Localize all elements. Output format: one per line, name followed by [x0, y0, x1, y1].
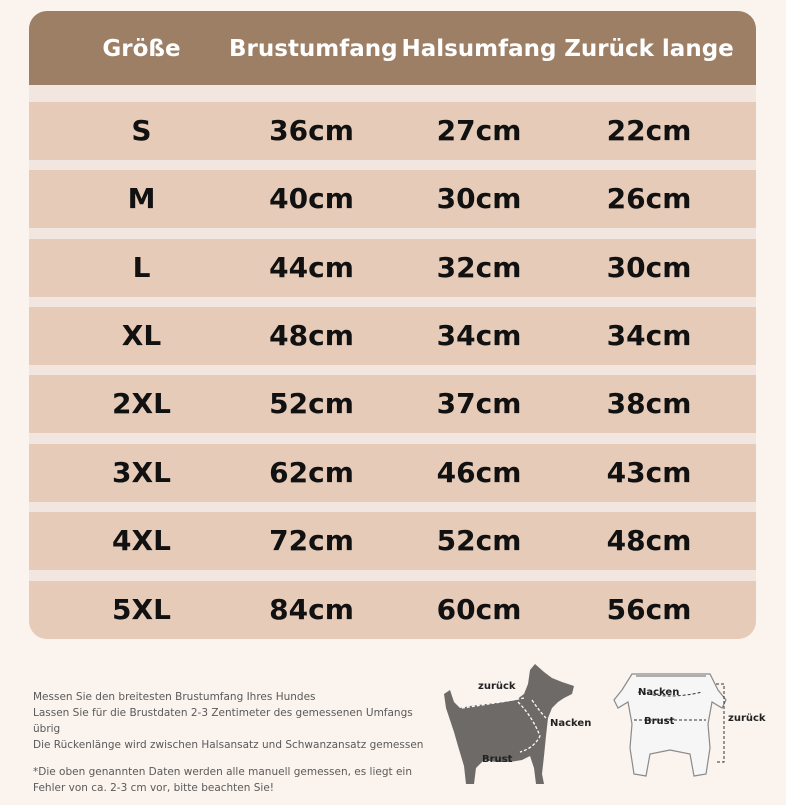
table-row: [29, 444, 756, 502]
header-size: Größe: [102, 36, 181, 62]
size-cell: 5XL: [112, 593, 171, 626]
shirt-chest-label: Brust: [644, 716, 675, 727]
neck-cell: 37cm: [436, 387, 522, 420]
table-row: [29, 512, 756, 570]
neck-cell: 60cm: [436, 593, 522, 626]
neck-cell: 27cm: [436, 114, 522, 147]
back-length-cell: 38cm: [606, 387, 692, 420]
note-line: *Die oben genannten Daten werden alle manuell gemessen, es liegt ein: [33, 766, 412, 778]
chest-cell: 40cm: [269, 182, 354, 215]
shirt-measurement-diagram: [598, 662, 778, 802]
chest-cell: 84cm: [269, 593, 354, 626]
back-length-cell: 48cm: [606, 524, 692, 557]
header-chest: Brustumfang: [229, 36, 398, 62]
table-header: [29, 11, 756, 85]
neck-cell: 30cm: [436, 182, 522, 215]
size-cell: M: [127, 182, 156, 215]
back-length-cell: 43cm: [606, 456, 692, 489]
dog-back-label: zurück: [478, 681, 516, 692]
note-line: Die Rückenlänge wird zwischen Halsansatz und Schwanzansatz gemessen: [33, 739, 424, 751]
note-line: Lassen Sie für die Brustdaten 2-3 Zentimeter des gemessenen Umfangs übrig: [33, 707, 413, 735]
table-row: [29, 581, 756, 639]
size-cell: S: [131, 114, 152, 147]
table-row: [29, 239, 756, 297]
back-length-cell: 34cm: [606, 319, 692, 352]
neck-cell: 34cm: [436, 319, 522, 352]
shirt-back-label: zurück: [728, 713, 766, 724]
dog-chest-label: Brust: [482, 754, 513, 765]
size-cell: XL: [121, 319, 162, 352]
header-back-length: Zurück lange: [564, 36, 734, 62]
back-length-cell: 22cm: [606, 114, 692, 147]
size-cell: 2XL: [112, 387, 171, 420]
shirt-neck-label: Nacken: [638, 687, 680, 698]
chest-cell: 36cm: [269, 114, 354, 147]
note-line: Fehler von ca. 2-3 cm vor, bitte beachten Sie!: [33, 782, 275, 794]
measurement-notes: [33, 689, 433, 796]
chest-cell: 48cm: [269, 319, 354, 352]
size-table: [29, 11, 756, 639]
size-cell: 4XL: [112, 524, 171, 557]
header-neck: Halsumfang: [401, 36, 557, 62]
back-length-cell: 26cm: [606, 182, 692, 215]
table-row: [29, 307, 756, 365]
back-length-cell: 30cm: [606, 251, 692, 284]
table-row: [29, 102, 756, 160]
neck-cell: 46cm: [436, 456, 522, 489]
chest-cell: 44cm: [269, 251, 354, 284]
size-cell: 3XL: [112, 456, 171, 489]
dog-neck-label: Nacken: [550, 718, 592, 729]
chest-cell: 62cm: [269, 456, 354, 489]
dog-measurement-diagram: [440, 656, 600, 801]
chest-cell: 72cm: [269, 524, 354, 557]
back-length-cell: 56cm: [606, 593, 692, 626]
note-line: Messen Sie den breitesten Brustumfang Ihres Hundes: [33, 691, 316, 703]
table-row: [29, 170, 756, 228]
chest-cell: 52cm: [269, 387, 354, 420]
size-cell: L: [132, 251, 151, 284]
neck-cell: 52cm: [436, 524, 522, 557]
neck-cell: 32cm: [436, 251, 522, 284]
table-row: [29, 375, 756, 433]
